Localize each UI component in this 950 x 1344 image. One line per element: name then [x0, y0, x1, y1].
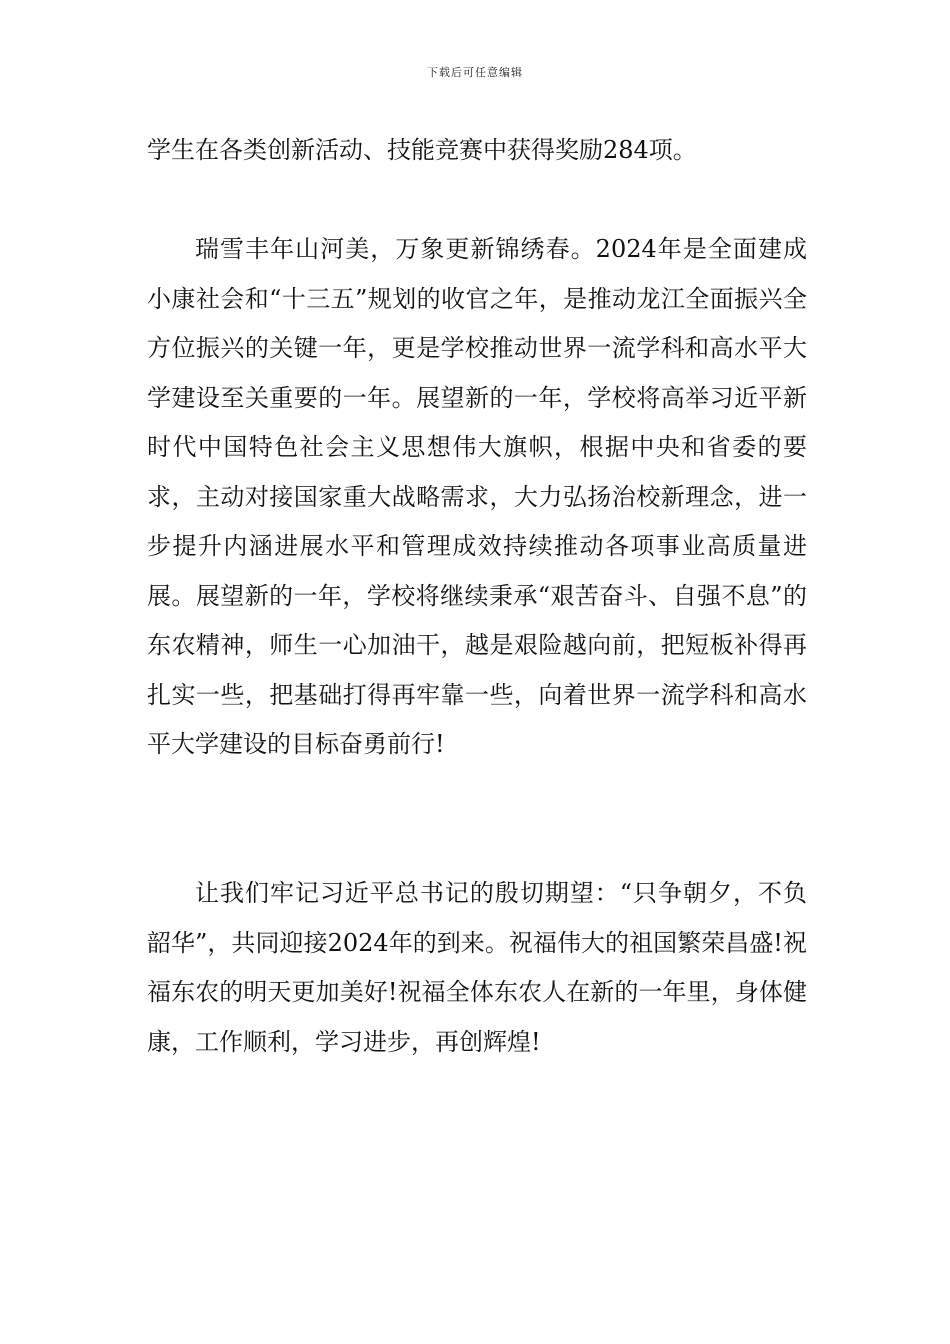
paragraph-1: 学生在各类创新活动、技能竞赛中获得奖励284项。 [147, 136, 697, 164]
header-note: 下载后可任意编辑 [427, 66, 523, 79]
paragraph-2: 瑞雪丰年山河美，万象更新锦绣春。2024年是全面建成小康社会和“十三五”规划的收官之年，是推动龙江全面振兴全方位振兴的关键一年，更是学校推动世界一流学科和高水平大学建设至关重要的一年。展望新的一年，学校将高举习近平新时代中国特色社会主义思想伟大旗帜，根据中央和省委的要求，主动对接国家重大战略需求，大力弘扬治校新理念，进一步提升内涵进展水平和管理成效持续推动各项事业高质量进展。展望新的一年，学校将继续秉承“艰苦奋斗、自强不息”的东农精神，师生一心加油干，越是艰险越向前，把短板补得再扎实一些，把基础打得再牢靠一些，向着世界一流学科和高水平大学建设的目标奋勇前行! [147, 235, 807, 758]
paragraph-3: 让我们牢记习近平总书记的殷切期望：“只争朝夕，不负韶华”，共同迎接2024年的到来。祝福伟大的祖国繁荣昌盛!祝福东农的明天更加美好!祝福全体东农人在新的一年里，身体健康，工作顺利，学习进步，再创辉煌! [147, 879, 807, 1056]
